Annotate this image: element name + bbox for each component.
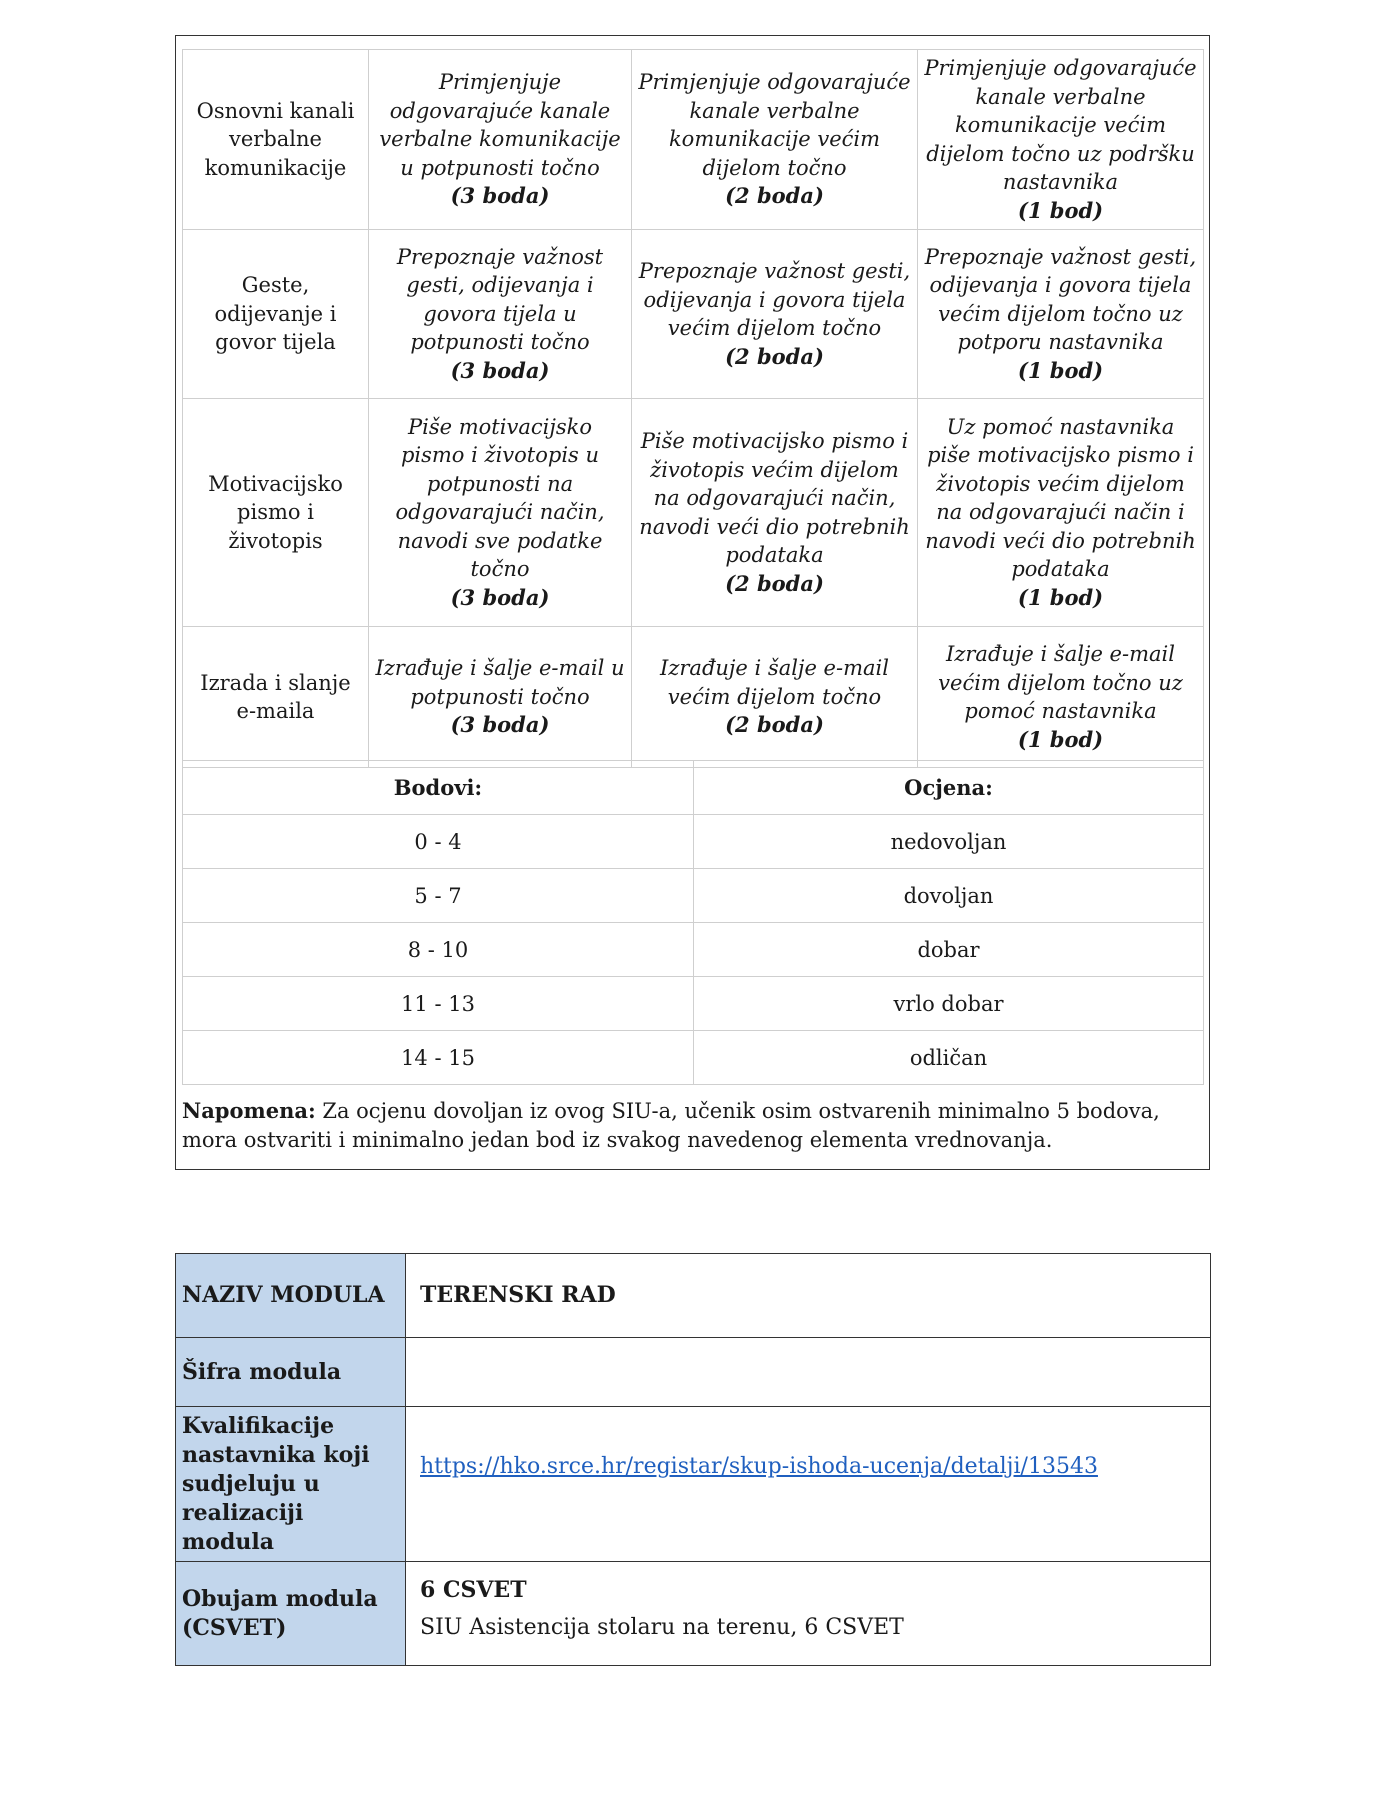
points-range: 8 - 10 (183, 923, 694, 977)
level-cell (632, 399, 918, 627)
level-cell (632, 50, 918, 230)
level-points: (1 bod) (1017, 197, 1104, 223)
grade-value: dobar (694, 923, 1204, 977)
level-points: (2 boda) (725, 712, 824, 738)
module-name-value: TERENSKI RAD (406, 1254, 1211, 1338)
level-points: (3 boda) (450, 183, 550, 209)
module-row (176, 1254, 1211, 1338)
grade-value: dovoljan (694, 869, 1204, 923)
level-points: (1 bod) (1017, 726, 1104, 752)
criterion-cell: Izrada i slanje e-maila (183, 627, 369, 768)
level-cell (369, 50, 632, 230)
level-text: Uz pomoć nastavnika piše motivacijsko pismo i životopis većim dijelom na odgovarajući način i navodi veći dio potrebnih podataka (925, 414, 1196, 582)
level-text: Izrađuje i šalje e-mail u potpunosti točno (375, 656, 625, 709)
level-text: Piše motivacijsko pismo i životopis većim dijelom na odgovarajući način, navodi veći dio potrebnih podataka (639, 429, 910, 567)
module-table (175, 1253, 1211, 1666)
criterion-cell: Motivacijsko pismo i životopis (183, 399, 369, 627)
module-qualifications-value (406, 1407, 1211, 1562)
level-text: Piše motivacijsko pismo i životopis u potpunosti na odgovarajući način, navodi sve podatke točno (395, 414, 605, 582)
points-range: 5 - 7 (183, 869, 694, 923)
grading-row (183, 1031, 1204, 1085)
grading-row (183, 977, 1204, 1031)
module-row (176, 1338, 1211, 1407)
level-points: (3 boda) (450, 712, 550, 738)
level-text: Primjenjuje odgovarajuće kanale verbalne komunikacije većim dijelom točno uz podršku nastavnika (924, 56, 1197, 194)
level-points: (3 boda) (450, 584, 550, 610)
level-cell (918, 50, 1204, 230)
grading-row (183, 923, 1204, 977)
level-text: Izrađuje i šalje e-mail većim dijelom točno (660, 656, 889, 709)
volume-credits: 6 CSVET (420, 1577, 527, 1603)
module-volume-label: Obujam modula (CSVET) (176, 1562, 406, 1666)
level-points: (1 bod) (1017, 584, 1104, 610)
rubric-row (183, 230, 1204, 399)
level-cell (632, 230, 918, 399)
module-code-value (406, 1338, 1211, 1407)
grade-header: Ocjena: (694, 761, 1204, 815)
level-points: (1 bod) (1017, 357, 1104, 383)
grading-header (183, 761, 1204, 815)
rubric-row (183, 50, 1204, 230)
rubric-row (183, 399, 1204, 627)
points-range: 14 - 15 (183, 1031, 694, 1085)
points-header: Bodovi: (183, 761, 694, 815)
criterion-cell: Geste, odijevanje i govor tijela (183, 230, 369, 399)
level-points: (3 boda) (450, 357, 550, 383)
volume-detail: SIU Asistencija stolaru na terenu, 6 CSVET (420, 1615, 904, 1640)
level-cell (369, 230, 632, 399)
level-text: Izrađuje i šalje e-mail većim dijelom točno uz pomoć nastavnika (938, 642, 1183, 723)
note-paragraph (182, 1096, 1192, 1155)
level-cell (918, 230, 1204, 399)
grade-value: odličan (694, 1031, 1204, 1085)
level-text: Prepoznaje važnost gesti, odijevanja i govora tijela većim dijelom točno (638, 259, 911, 340)
level-points: (2 boda) (725, 183, 824, 209)
note-text: Za ocjenu dovoljan iz ovog SIU-a, učenik osim ostvarenih minimalno 5 bodova, mora ostvariti i minimalno jedan bod iz svakog navedenog elementa vrednovanja. (182, 1099, 1160, 1152)
qualifications-link[interactable]: https://hko.srce.hr/registar/skup-ishoda-ucenja/detalji/13543 (420, 1454, 1098, 1479)
level-cell (918, 399, 1204, 627)
level-text: Prepoznaje važnost gesti, odijevanja i govora tijela u potpunosti točno (396, 244, 604, 355)
level-cell (369, 627, 632, 768)
level-points: (2 boda) (725, 570, 824, 596)
level-cell (918, 627, 1204, 768)
module-name-label: NAZIV MODULA (176, 1254, 406, 1338)
grade-value: nedovoljan (694, 815, 1204, 869)
module-volume-value (406, 1562, 1211, 1666)
grading-row (183, 815, 1204, 869)
module-qualifications-label: Kvalifikacije nastavnika koji sudjeluju u realizaciji modula (176, 1407, 406, 1562)
grading-row (183, 869, 1204, 923)
level-text: Prepoznaje važnost gesti, odijevanja i govora tijela većim dijelom točno uz potporu nastavnika (924, 244, 1197, 355)
note-label: Napomena: (182, 1098, 316, 1123)
level-text: Primjenjuje odgovarajuće kanale verbalne komunikacije većim dijelom točno (638, 70, 911, 180)
rubric-row (183, 627, 1204, 768)
module-row (176, 1562, 1211, 1666)
level-text: Primjenjuje odgovarajuće kanale verbalne komunikacije u potpunosti točno (379, 70, 621, 180)
grade-value: vrlo dobar (694, 977, 1204, 1031)
level-cell (632, 627, 918, 768)
level-points: (2 boda) (725, 343, 824, 369)
level-cell (369, 399, 632, 627)
module-row (176, 1407, 1211, 1562)
criterion-cell: Osnovni kanali verbalne komunikacije (183, 50, 369, 230)
grading-table (182, 760, 1204, 1085)
points-range: 11 - 13 (183, 977, 694, 1031)
rubric-table (182, 49, 1204, 768)
points-range: 0 - 4 (183, 815, 694, 869)
module-code-label: Šifra modula (176, 1338, 406, 1407)
